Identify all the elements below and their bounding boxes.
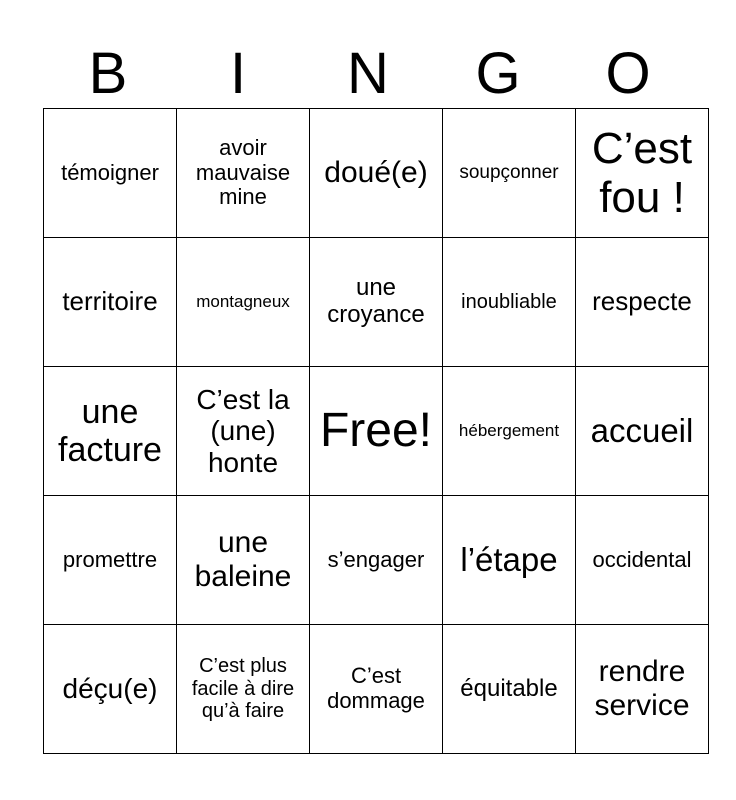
bingo-cell[interactable]: C’est dommage xyxy=(310,625,443,754)
bingo-row xyxy=(44,109,709,238)
bingo-cell[interactable]: une baleine xyxy=(177,496,310,625)
header-letter-i: I xyxy=(229,41,247,106)
bingo-cell[interactable]: l’étape xyxy=(443,496,576,625)
bingo-cell[interactable]: accueil xyxy=(576,367,709,496)
header-letter-g: G xyxy=(475,41,521,106)
header-letter-b: B xyxy=(88,41,128,106)
bingo-cell[interactable]: une facture xyxy=(44,367,177,496)
bingo-cell[interactable]: s’engager xyxy=(310,496,443,625)
bingo-row xyxy=(44,367,709,496)
bingo-cell[interactable]: promettre xyxy=(44,496,177,625)
bingo-cell[interactable]: avoir mauvaise mine xyxy=(177,109,310,238)
bingo-cell[interactable]: une croyance xyxy=(310,238,443,367)
bingo-grid xyxy=(43,108,709,754)
bingo-cell[interactable]: soupçonner xyxy=(443,109,576,238)
bingo-cell[interactable]: rendre service xyxy=(576,625,709,754)
bingo-cell[interactable]: témoigner xyxy=(44,109,177,238)
bingo-row xyxy=(44,238,709,367)
bingo-cell[interactable]: C’est la (une) honte xyxy=(177,367,310,496)
bingo-cell[interactable]: montagneux xyxy=(177,238,310,367)
free-space[interactable]: Free! xyxy=(310,367,443,496)
bingo-cell[interactable]: doué(e) xyxy=(310,109,443,238)
header-letter-n: N xyxy=(347,41,389,106)
bingo-cell[interactable]: C’est plus facile à dire qu’à faire xyxy=(177,625,310,754)
bingo-cell[interactable]: déçu(e) xyxy=(44,625,177,754)
bingo-cell[interactable]: territoire xyxy=(44,238,177,367)
bingo-row xyxy=(44,625,709,754)
bingo-cell[interactable]: inoubliable xyxy=(443,238,576,367)
header-letter-o: O xyxy=(605,41,651,106)
bingo-cell[interactable]: hébergement xyxy=(443,367,576,496)
bingo-header xyxy=(43,40,693,108)
bingo-cell[interactable]: respecte xyxy=(576,238,709,367)
bingo-cell[interactable]: équitable xyxy=(443,625,576,754)
bingo-row xyxy=(44,496,709,625)
bingo-cell[interactable]: occidental xyxy=(576,496,709,625)
bingo-cell[interactable]: C’est fou ! xyxy=(576,109,709,238)
